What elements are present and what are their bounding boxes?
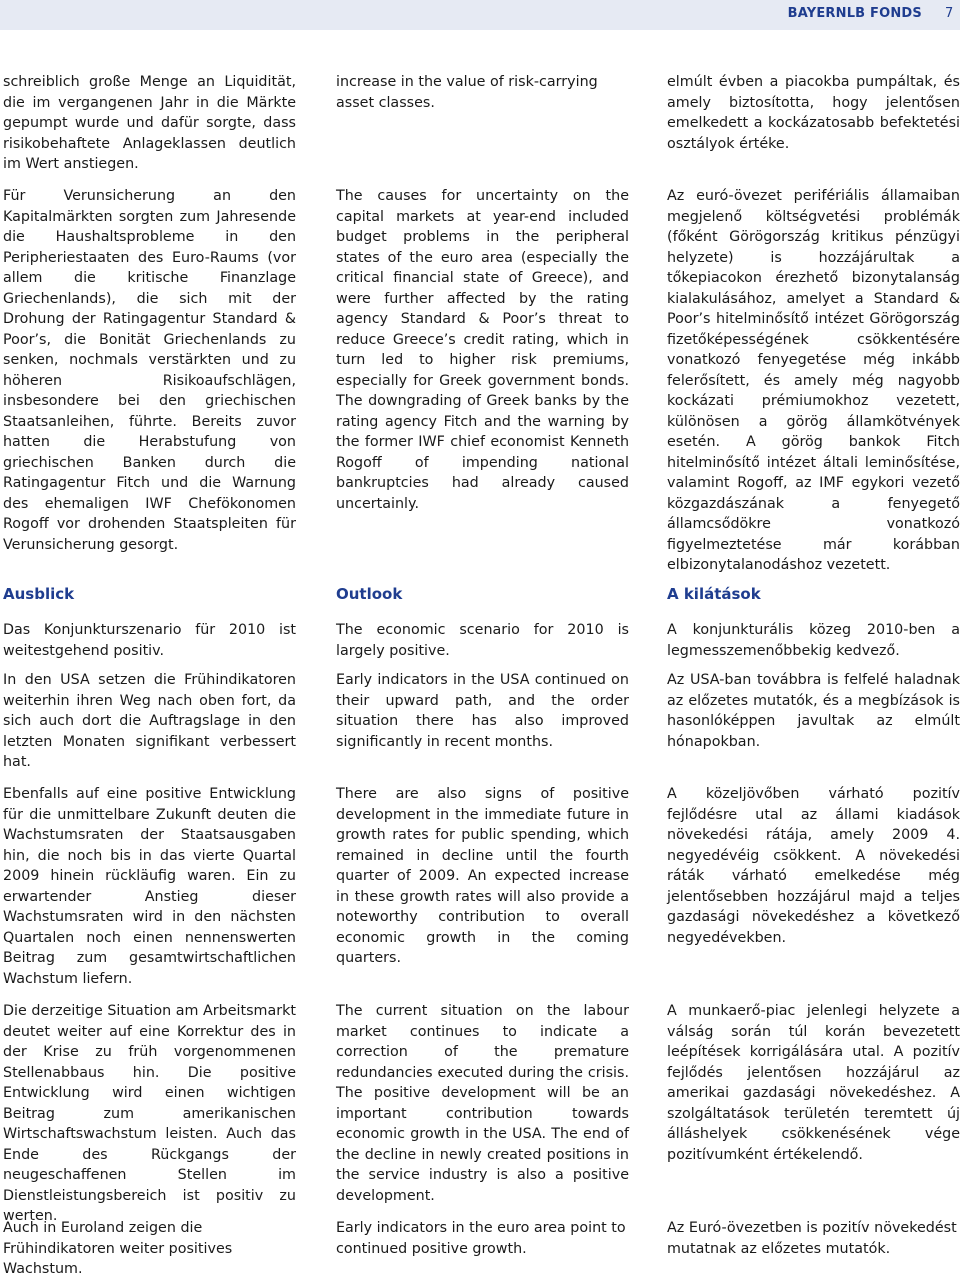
page-number: 7 (945, 6, 954, 21)
german-outlook-p2: In den USA setzen die Frühindikatoren weiterhin ihren Weg nach oben fort, da sich auch dort die Auftragslage in den letzten Monaten signifikant verbessert hat. (3, 672, 296, 770)
german-outlook-p4: Die derzeitige Situation am Arbeitsmarkt deutet weiter auf eine Korrektur des in der Krise zu früh vorgenommenen Stellenabbaus hin. Die positive Entwicklung wird einen wichtigen Beitrag zum amerikanischen Wirtschaftswachstum leisten. Auch das Ende des Rückgangs der neugeschaffenen Stellen im Dienstleistungsbereich ist positiv zu werten. (3, 1003, 296, 1224)
hungarian-outlook-p2: Az USA-ban továbbra is felfelé haladnak az előzetes mutatók, és a megbízások is hasonlóképpen javultak az elmúlt hónapokban. (667, 672, 960, 750)
hungarian-outlook-p5: Az Euró-övezetben is pozitív növekedést mutatnak az előzetes mutatók. (667, 1220, 957, 1257)
english-outlook-p4: The current situation on the labour market continues to indicate a correction of the premature redundancies executed during the crisis. The positive development will be an important contribution towards economic growth in the USA. The end of the decline in newly created positions in the service industry is also a positive development. (336, 1003, 629, 1204)
english-uncertainty-paragraph: The causes for uncertainty on the capital markets at year-end included budget problems in the peripheral states of the euro area (especially the critical financial state of Greece), and were further affected by the rating agency Standard & Poor’s threat to reduce Greece’s credit rating, which in turn led to higher risk premiums, especially for Greek government bonds. The downgrading of Greek banks by the rating agency Fitch and the warning by the former IWF chief economist Kenneth Rogoff of impending national bankruptcies had already caused uncertainly. (336, 188, 629, 512)
english-outlook-p5: Early indicators in the euro area point to continued positive growth. (336, 1220, 626, 1257)
english-outlook-p2: Early indicators in the USA continued on their upward path, and the order situation there has also improved significantly in recent months. (336, 672, 629, 750)
german-outlook-p5: Auch in Euroland zeigen die Frühindikatoren weiter positives Wachstum. (3, 1220, 233, 1277)
english-outlook-heading: Outlook (336, 585, 403, 603)
german-uncertainty-paragraph: Für Verunsicherung an den Kapitalmärkten sorgten zum Jahresende die Haushaltsprobleme in den Peripheriestaaten des Euro-Raums (vor allem die kritische Finanzlage Griechenlands), die sich mit der Drohung der Ratingagentur Standard & Poor’s, die Bonität Griechenlands zu senken, nochmals verstärkten und zu höheren Risikoaufschlägen, insbesondere bei den griechischen Staatsanleihen, führte. Bereits zuvor hatten die Herabstufung von griechischen Banken durch die Ratingagentur Fitch und die Warnung des ehemaligen IWF Chefökonomen Rogoff vor drohenden Staatspleiten für Verunsicherung gesorgt. (3, 188, 296, 553)
fund-name: BAYERNLB FONDS (787, 6, 922, 21)
english-outlook-p3: There are also signs of positive development in the immediate future in growth rates for public spending, which remained in decline until the fourth quarter of 2009. An expected increase in these growth rates will also provide a noteworthy contribution to overall economic growth in the coming quarters. (336, 786, 629, 966)
hungarian-outlook-p3: A közeljövőben várható pozitív fejlődésre utal az állami kiadások növekedési rátája, amely 2009 4. negyedévéig csökkent. A növekedési ráták várható emelkedése még jelentősebben hozzájárul majd a teljes gazdasági növekedéshez a következő negyedévekben. (667, 786, 960, 946)
hungarian-outlook-heading: A kilátások (667, 585, 761, 603)
page-header (0, 0, 960, 30)
english-intro-continued: increase in the value of risk-carrying asset classes. (336, 74, 598, 111)
german-outlook-p3: Ebenfalls auf eine positive Entwicklung für die unmittelbare Zukunft deuten die Wachstumsraten der Staatsausgaben hin, die noch bis in das vierte Quartal 2009 hinein rückläufig waren. Ein zu erwartender Anstieg dieser Wachstumsraten wird in den nächsten Quartalen noch einen nennenswerten Beitrag zum gesamtwirtschaftlichen Wachstum liefern. (3, 786, 296, 987)
english-outlook-p1: The economic scenario for 2010 is largely positive. (336, 622, 629, 659)
german-intro-continued: schreiblich große Menge an Liquidität, die im vergangenen Jahr in die Märkte gepumpt wurde und dafür sorgte, dass risikobehaftete Anlageklassen deutlich im Wert anstiegen. (3, 74, 296, 172)
hungarian-outlook-p4: A munkaerő-piac jelenlegi helyzete a válság során túl korán bevezetett leépítések korrigálására utal. A pozitív fejlődés jelentősen hozzájárul az amerikai gazdasági növekedéshez. A szolgáltatások területén teremtett új álláshelyek csökkenésének vége pozitívumként értékelendő. (667, 1003, 960, 1163)
hungarian-uncertainty-paragraph: Az euró-övezet perifériális államaiban megjelenő költségvetési problémák (főként Görögország kritikus pénzügyi helyzete) is hozzájárultak a tőkepiacokon érezhető bizonytalanság kialakulásához, amelyet a Standard & Poor’s hitelminősítő intézet Görögország fizetőképességének csökkentésére vonatkozó fenyegetése még inkább felerősített, és amely még nagyobb kockázati prémiumokhoz vezetett, különösen a görög államkötvények esetén. A görög bankok Fitch hitelminősítő intézet általi leminősítése, valamint Rogoff, az IMF egykori vezető közgazdászának a fenyegető államcsődökre vonatkozó figyelmeztetése már korábban elbizonytalanodáshoz vezetett. (667, 188, 960, 573)
hungarian-outlook-p1: A konjunkturális közeg 2010-ben a legmesszemenőbbekig kedvező. (667, 622, 960, 659)
hungarian-intro-continued: elmúlt évben a piacokba pumpáltak, és amely biztosította, hogy jelentősen emelkedett a kockázatosabb befektetési osztályok értéke. (667, 74, 960, 152)
german-outlook-p1: Das Konjunkturszenario für 2010 ist weitestgehend positiv. (3, 622, 296, 659)
german-outlook-heading: Ausblick (3, 585, 75, 603)
